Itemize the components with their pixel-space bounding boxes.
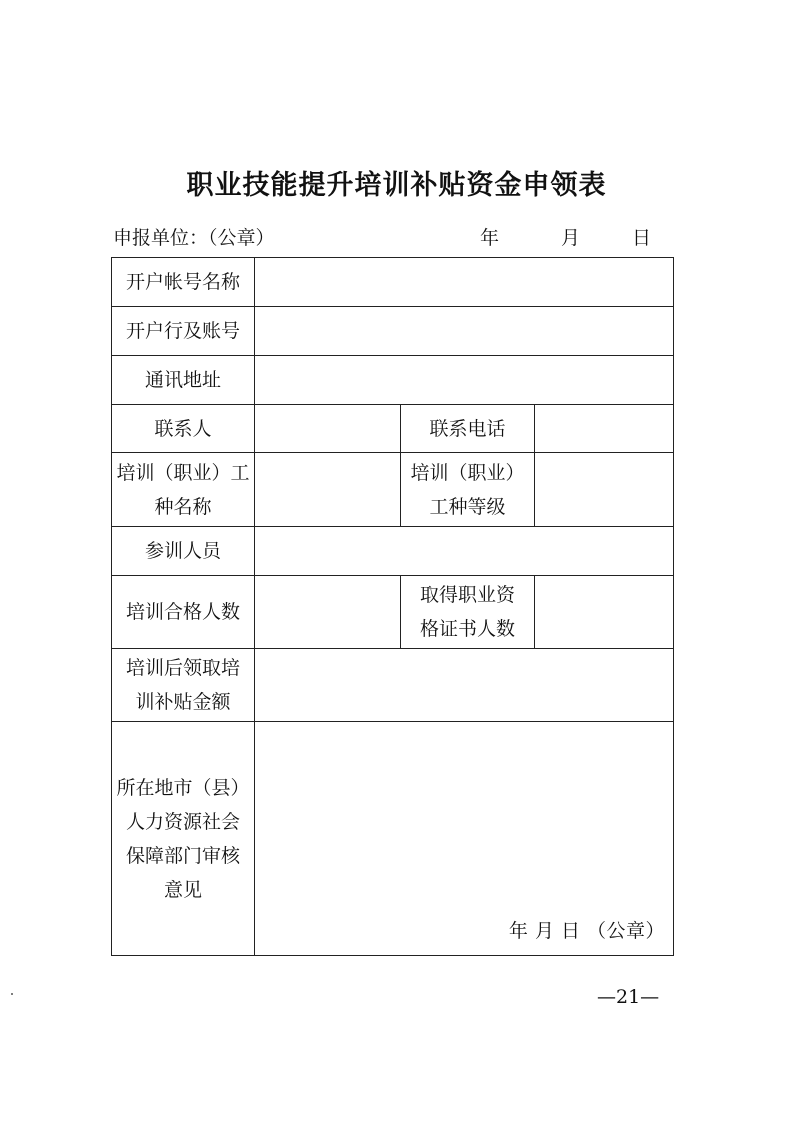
table-row bbox=[112, 307, 674, 356]
address-field[interactable] bbox=[255, 356, 674, 405]
review-opinion-label-line2: 人力资源社会 bbox=[125, 810, 240, 833]
certificate-count-label-line2: 格证书人数 bbox=[419, 618, 515, 640]
page-number: —21— bbox=[597, 986, 660, 1008]
table-row bbox=[112, 649, 674, 722]
contact-person-label: 联系人 bbox=[112, 405, 255, 453]
trainees-label: 参训人员 bbox=[112, 527, 255, 576]
occupation-grade-label-line1: 培训（职业） bbox=[410, 461, 525, 484]
occupation-grade-label-line2: 工种等级 bbox=[429, 495, 506, 518]
review-opinion-label bbox=[112, 722, 255, 956]
occupation-grade-field[interactable] bbox=[535, 453, 674, 527]
certificate-count-field[interactable] bbox=[535, 576, 674, 649]
review-opinion-label-line3: 保障部门审核 bbox=[125, 844, 240, 867]
occupation-name-label bbox=[112, 453, 255, 527]
bank-account-field[interactable] bbox=[255, 307, 674, 356]
header-day-label: 日 bbox=[632, 227, 652, 249]
contact-phone-label: 联系电话 bbox=[401, 405, 535, 453]
review-opinion-label-line4: 意见 bbox=[163, 878, 202, 901]
scan-dot bbox=[11, 993, 13, 995]
review-opinion-field[interactable] bbox=[255, 722, 674, 956]
occupation-name-field[interactable] bbox=[255, 453, 401, 527]
application-form-table bbox=[111, 257, 674, 956]
table-row bbox=[112, 527, 674, 576]
trainees-field[interactable] bbox=[255, 527, 674, 576]
subsidy-amount-label bbox=[112, 649, 255, 722]
address-label: 通讯地址 bbox=[112, 356, 255, 405]
account-name-label: 开户帐号名称 bbox=[112, 258, 255, 307]
table-row bbox=[112, 258, 674, 307]
subsidy-amount-label-line2: 训补贴金额 bbox=[135, 691, 231, 713]
page-title: 职业技能提升培训补贴资金申领表 bbox=[186, 170, 607, 201]
table-row bbox=[112, 453, 674, 527]
review-opinion-label-line1: 所在地市（县） bbox=[116, 776, 250, 799]
occupation-name-label-line2: 种名称 bbox=[154, 495, 212, 518]
certificate-count-label-line1: 取得职业资 bbox=[419, 584, 515, 606]
subsidy-amount-label-line1: 培训后领取培 bbox=[125, 657, 240, 679]
qualified-count-label: 培训合格人数 bbox=[112, 576, 255, 649]
contact-phone-field[interactable] bbox=[535, 405, 674, 453]
account-name-field[interactable] bbox=[255, 258, 674, 307]
certificate-count-label bbox=[401, 576, 535, 649]
table-row bbox=[112, 576, 674, 649]
header-month-label: 月 bbox=[561, 227, 581, 249]
occupation-name-label-line1: 培训（职业）工 bbox=[116, 461, 250, 484]
table-row bbox=[112, 405, 674, 453]
header-year-label: 年 bbox=[480, 227, 500, 249]
occupation-grade-label bbox=[401, 453, 535, 527]
review-date-seal: 年 月 日 （公章） bbox=[508, 920, 666, 942]
subsidy-amount-field[interactable] bbox=[255, 649, 674, 722]
qualified-count-field[interactable] bbox=[255, 576, 401, 649]
contact-person-field[interactable] bbox=[255, 405, 401, 453]
reporting-unit-label: 申报单位：（公章） bbox=[113, 227, 275, 249]
bank-account-label: 开户行及账号 bbox=[112, 307, 255, 356]
table-row bbox=[112, 722, 674, 956]
table-row bbox=[112, 356, 674, 405]
